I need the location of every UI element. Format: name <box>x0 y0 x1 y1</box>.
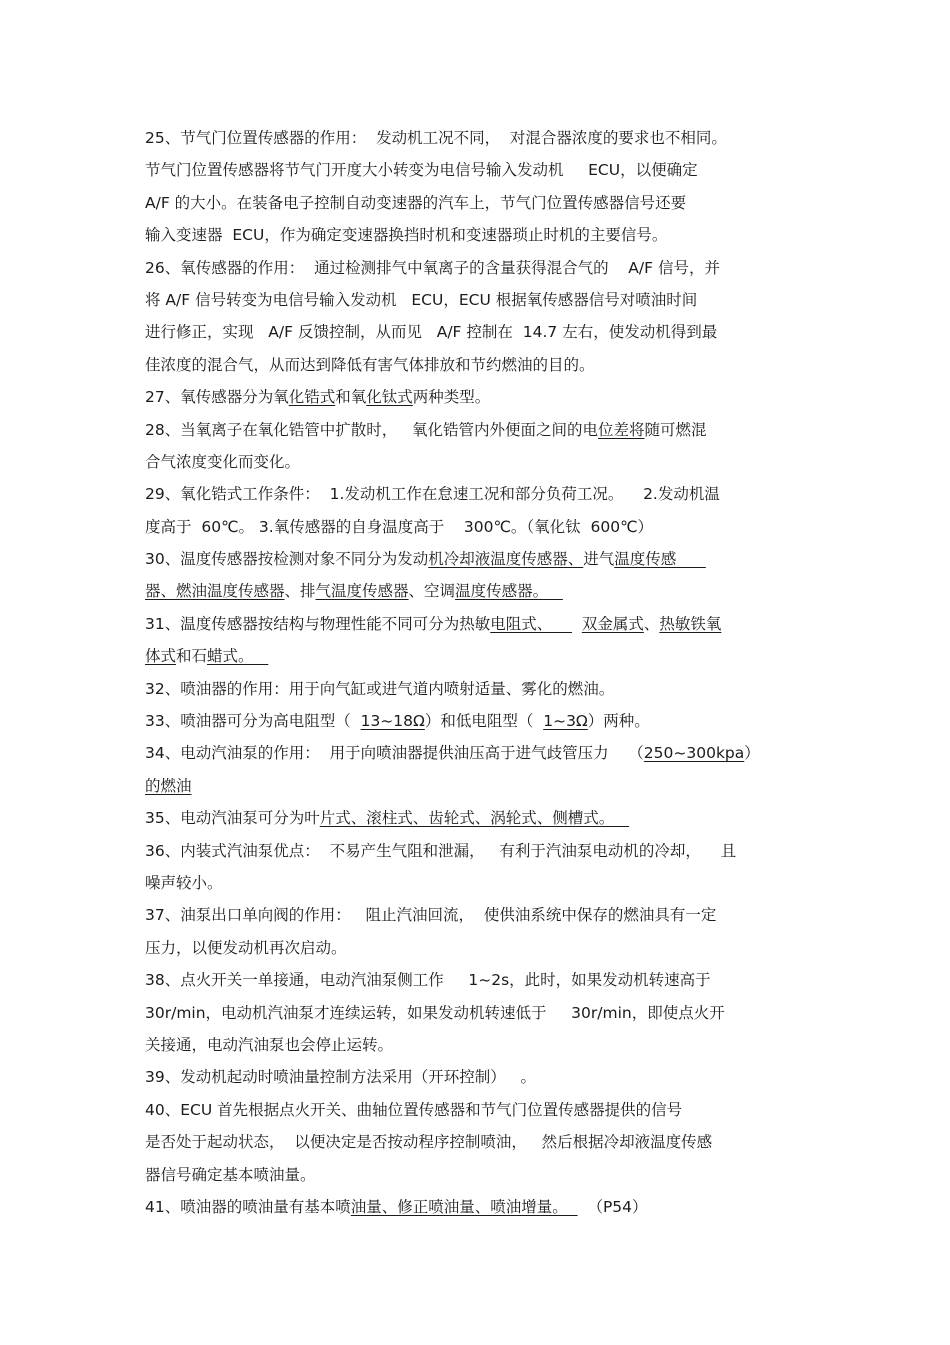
text-segment: 进行修正，实现 A/F 反馈控制，从而见 A/F 控制在 14.7 左右，使发动机得到最 <box>145 323 718 342</box>
text-line <box>145 349 813 381</box>
text-line <box>145 899 813 931</box>
text-segment: ）两种。 <box>587 712 650 731</box>
text-segment: 器信号确定基本喷油量。 <box>145 1165 316 1184</box>
text-segment: 31、温度传感器按结构与物理性能不同可分为热敏 <box>145 614 491 633</box>
text-segment: 38、点火开关一单接通，电动汽油泵侧工作 1~2s，此时，如果发动机转速高于 <box>145 971 711 990</box>
text-segment: 27、氧传感器分为氧 <box>145 388 289 407</box>
text-segment <box>572 615 582 633</box>
text-line <box>145 1061 813 1093</box>
text-segment: A/F 的大小。在装备电子控制自动变速器的汽车上，节气门位置传感器信号还要 <box>145 193 687 212</box>
text-segment: 33、喷油器可分为高电阻型（ <box>145 712 361 731</box>
text-line <box>145 1191 813 1223</box>
underlined-answer: 双金属式 <box>581 614 644 633</box>
text-line <box>145 575 813 607</box>
text-segment: 36、内装式汽油泵优点： 不易产生气阻和泄漏， 有利于汽油泵电动机的冷却， 且 <box>145 841 737 860</box>
text-segment: 30r/min，电动机汽油泵才连续运转，如果发动机转速低于 30r/min，即使点火开 <box>145 1003 725 1022</box>
text-segment: 两种类型。 <box>412 388 491 407</box>
underlined-answer: 油量、修正喷油量、喷油增量。 <box>350 1197 578 1216</box>
text-line <box>145 187 813 219</box>
text-line <box>145 737 813 769</box>
underlined-answer: 体式 <box>145 647 177 666</box>
text-line <box>145 316 813 348</box>
text-line <box>145 802 813 834</box>
underlined-answer: 化锆式 <box>288 388 336 407</box>
text-line <box>145 543 813 575</box>
document-body <box>145 122 813 1223</box>
underlined-answer: 温度传感器。 <box>455 582 563 601</box>
text-segment: 进气 <box>583 550 615 569</box>
text-line <box>145 640 813 672</box>
underlined-answer: 1~3Ω <box>543 712 588 731</box>
text-line <box>145 219 813 251</box>
text-segment: 随可燃混 <box>644 420 707 439</box>
text-line <box>145 414 813 446</box>
text-line <box>145 446 813 478</box>
text-segment: ） <box>744 744 760 763</box>
text-line <box>145 381 813 413</box>
text-segment: 度高于 60℃。 3.氧传感器的自身温度高于 300℃。（氧化钛 600℃） <box>145 517 653 536</box>
text-segment: 、空调 <box>408 582 456 601</box>
text-line <box>145 770 813 802</box>
underlined-answer: 机冷却液温度传感器、 <box>428 550 584 569</box>
underlined-answer: 的燃油 <box>145 776 192 795</box>
underlined-answer: 热敏铁氧 <box>659 614 722 633</box>
text-segment: 将 A/F 信号转变为电信号输入发动机 ECU，ECU 根据氧传感器信号对喷油时间 <box>145 290 698 309</box>
text-segment: 噪声较小。 <box>145 873 223 892</box>
text-line <box>145 932 813 964</box>
text-segment: （P54） <box>577 1197 648 1216</box>
text-segment: 合气浓度变化而变化。 <box>145 452 301 471</box>
text-segment: 是否处于起动状态， 以便决定是否按动程序控制喷油， 然后根据冷却液温度传感 <box>145 1133 713 1152</box>
text-line <box>145 122 813 154</box>
text-segment: 佳浓度的混合气，从而达到降低有害气体排放和节约燃油的目的。 <box>145 355 595 374</box>
text-line <box>145 1159 813 1191</box>
text-line <box>145 478 813 510</box>
text-line <box>145 835 813 867</box>
text-segment: 25、节气门位置传感器的作用： 发动机工况不同， 对混合器浓度的要求也不相同。 <box>145 129 727 147</box>
text-line <box>145 673 813 705</box>
text-segment: 输入变速器 ECU，作为确定变速器换挡时机和变速器琐止时机的主要信号。 <box>145 226 668 245</box>
text-segment: 32、喷油器的作用：用于向气缸或进气道内喷射适量、雾化的燃油。 <box>145 679 615 698</box>
text-line <box>145 997 813 1029</box>
text-line <box>145 1029 813 1061</box>
text-segment: 关接通，电动汽油泵也会停止运转。 <box>145 1035 394 1054</box>
underlined-answer: 气温度传感器 <box>315 582 409 601</box>
text-segment: 、排 <box>284 582 316 601</box>
text-segment: 节气门位置传感器将节气门开度大小转变为电信号输入发动机 ECU，以便确定 <box>145 161 698 180</box>
text-line <box>145 867 813 899</box>
underlined-answer: 片式、滚柱式、齿轮式、涡轮式、侧槽式。 <box>319 809 630 828</box>
underlined-answer: 位差将 <box>598 420 645 439</box>
text-line <box>145 252 813 284</box>
text-segment: 40、ECU 首先根据点火开关、曲轴位置传感器和节气门位置传感器提供的信号 <box>145 1100 683 1119</box>
text-segment: 26、氧传感器的作用： 通过检测排气中氧离子的含量获得混合气的 A/F 信号，并 <box>145 258 720 277</box>
text-segment: 和氧 <box>335 388 367 407</box>
text-segment: 39、发动机起动时喷油量控制方法采用（开环控制） 。 <box>145 1068 537 1087</box>
underlined-answer: 温度传感 <box>614 550 706 569</box>
text-segment: 41、喷油器的喷油量有基本喷 <box>145 1197 351 1216</box>
text-line <box>145 608 813 640</box>
text-segment: 35、电动汽油泵可分为叶 <box>145 809 320 828</box>
underlined-answer: 13~18Ω <box>360 712 425 731</box>
text-segment: 34、电动汽油泵的作用： 用于向喷油器提供油压高于进气歧管压力 （ <box>145 744 644 763</box>
text-segment: 压力，以便发动机再次启动。 <box>145 938 347 957</box>
text-line <box>145 705 813 737</box>
underlined-answer: 化钛式 <box>366 388 413 407</box>
text-line <box>145 284 813 316</box>
text-segment: 和石 <box>176 647 208 666</box>
text-line <box>145 1126 813 1158</box>
text-segment: 28、当氧离子在氧化锆管中扩散时， 氧化锆管内外便面之间的电 <box>145 420 599 439</box>
text-segment: ）和低电阻型（ <box>424 712 544 731</box>
text-line <box>145 964 813 996</box>
text-line <box>145 511 813 543</box>
text-segment: 29、氧化锆式工作条件： 1.发动机工作在怠速工况和部分负荷工况。 2.发动机温 <box>145 485 720 504</box>
text-segment: 37、油泵出口单向阀的作用： 阻止汽油回流， 使供油系统中保存的燃油具有一定 <box>145 906 717 925</box>
text-line <box>145 154 813 186</box>
underlined-answer: 250~300kpa <box>643 744 745 763</box>
underlined-answer: 蜡式。 <box>207 647 269 666</box>
text-segment: 30、温度传感器按检测对象不同分为发动 <box>145 550 429 569</box>
text-line <box>145 1094 813 1126</box>
underlined-answer: 器、燃油温度传感器 <box>145 582 285 601</box>
text-segment: 、 <box>643 614 660 633</box>
underlined-answer: 电阻式、 <box>490 614 572 633</box>
